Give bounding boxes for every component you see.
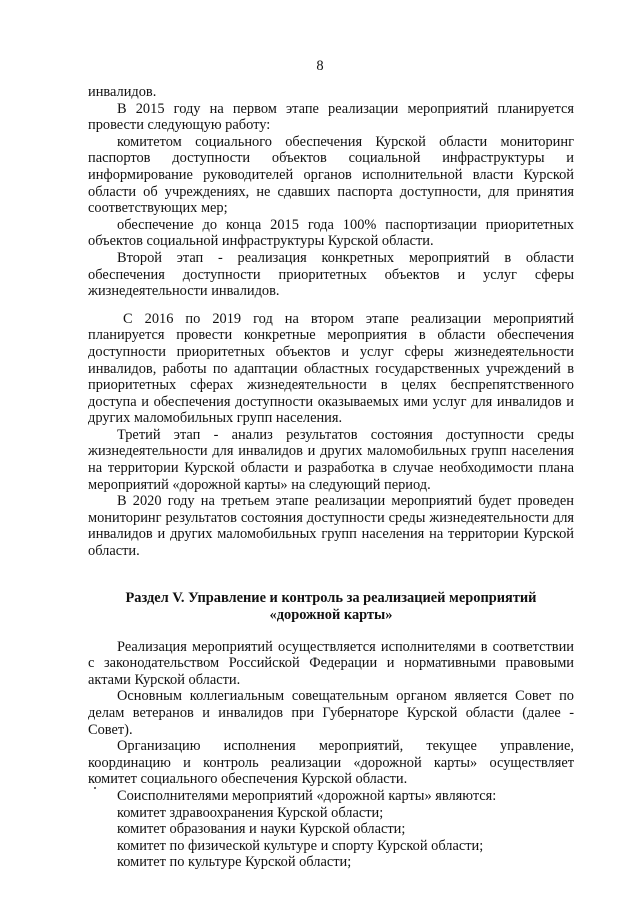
page-number: 8 bbox=[316, 58, 324, 74]
section-heading bbox=[88, 590, 574, 624]
section-heading-line: «дорожной карты» bbox=[269, 606, 393, 623]
paragraph: Второй этап - реализация конкретных мероприятий в области обеспечения доступности приоритетных объектов и услуг сферы жизнедеятельности инвалидов. bbox=[88, 249, 574, 300]
paragraph: Третий этап - анализ результатов состояния доступности среды жизнедеятельности для инвалидов и других маломобильных групп населения на территории Курской области и разработка в случае необходимости плана мероприятий «дорожной карты» на следующий период. bbox=[88, 426, 574, 493]
section-heading-line: Раздел V. Управление и контроль за реализацией мероприятий bbox=[125, 589, 537, 606]
paragraph: обеспечение до конца 2015 года 100% паспортизации приоритетных объектов социальной инфраструктуры Курской области. bbox=[88, 216, 574, 250]
paragraph: Реализация мероприятий осуществляется исполнителями в соответствии с законодательством Российской Федерации и нормативными правовыми актами Курской области. bbox=[88, 638, 574, 688]
paragraph: инвалидов. bbox=[88, 84, 157, 100]
paragraph: комитетом социального обеспечения Курской области мониторинг паспортов доступности объектов социальной инфраструктуры и информирование руководителей органов исполнительной власти Курской области об учреждениях, не сдавших паспорта доступности, для принятия соответствующих мер; bbox=[88, 133, 574, 217]
paragraph: Основным коллегиальным совещательным органом является Совет по делам ветеранов и инвалидов при Губернаторе Курской области (далее - Совет). bbox=[88, 688, 574, 738]
paragraph: С 2016 по 2019 год на втором этапе реализации мероприятий планируется провести конкретные мероприятия в области обеспечения доступности приоритетных объектов и услуг сферы жизнедеятельности инвалидов, работы по адаптации областных государственных учреждений в приоритетных сферах жизнедеятельности в целях беспрепятственного доступа и обеспечения доступности оказываемых ими услуг для инвалидов и других маломобильных групп населения. bbox=[88, 310, 574, 427]
scan-speck bbox=[94, 787, 96, 789]
list-item: комитет образования и науки Курской области; bbox=[117, 821, 406, 838]
document-body bbox=[88, 84, 574, 871]
paragraph: В 2020 году на третьем этапе реализации мероприятий будет проведен мониторинг результатов состояния доступности среды жизнедеятельности для инвалидов и других маломобильных групп населения на территории Курской области. bbox=[88, 493, 574, 560]
list-item: комитет здравоохранения Курской области; bbox=[117, 804, 384, 821]
paragraph: Организацию исполнения мероприятий, текущее управление, координацию и контроль реализации «дорожной карты» осуществляет комитет социального обеспечения Курской области. bbox=[88, 738, 574, 788]
list-item: комитет по физической культуре и спорту Курской области; bbox=[117, 837, 484, 854]
paragraph: Соисполнителями мероприятий «дорожной карты» являются: bbox=[117, 787, 497, 804]
paragraph: В 2015 году на первом этапе реализации мероприятий планируется провести следующую работу: bbox=[88, 100, 574, 134]
list-item: комитет по культуре Курской области; bbox=[117, 854, 352, 871]
